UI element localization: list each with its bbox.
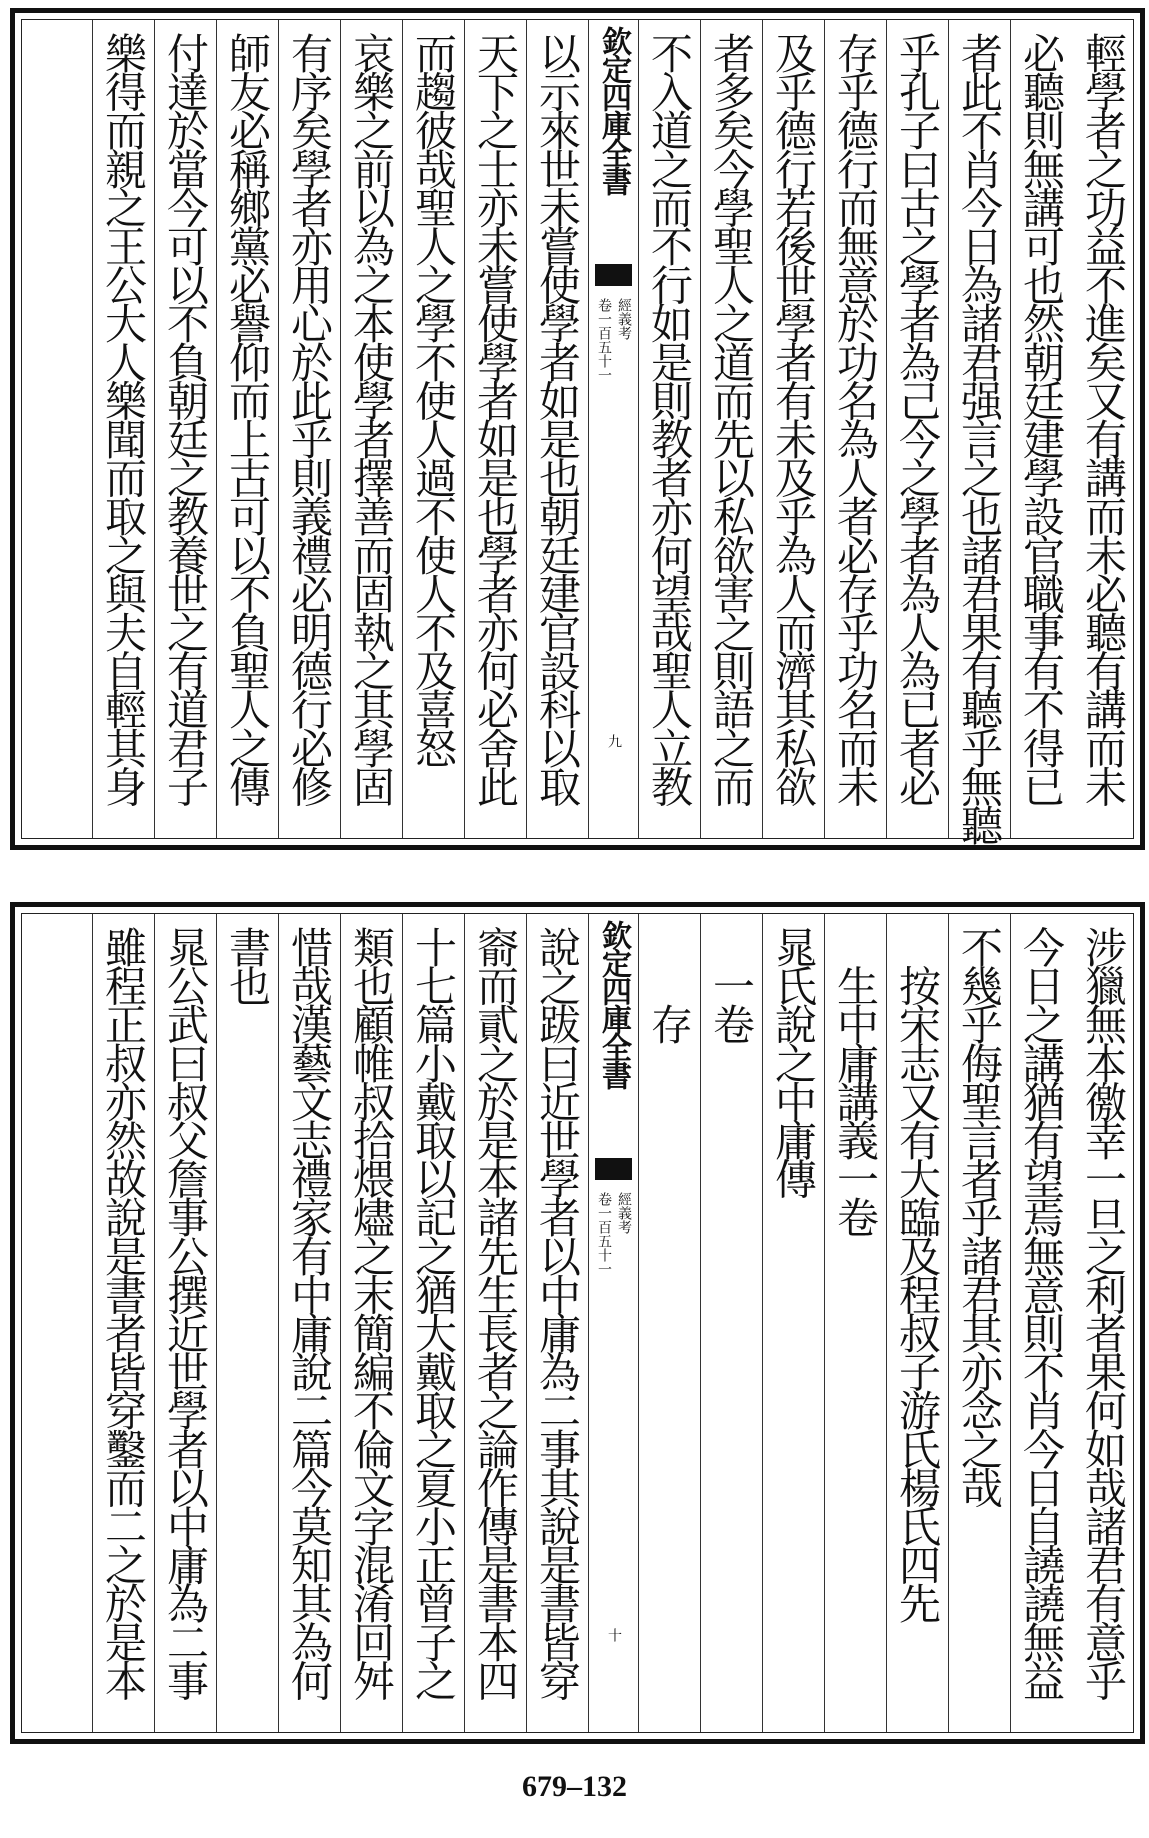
column-text: 付達於當今可以不負朝廷之教養世之有道君子 [161,32,210,805]
column-text: 天下之士亦未嘗使學者如是也學者亦何必舍此 [471,32,520,805]
column-text: 存 [645,926,694,1042]
bottom-page [10,902,1145,1744]
column-text: 哀樂之前以為之本使學者擇善而固執之其學固 [347,32,396,805]
column-text: 十七篇小戴取以記之猶大戴取之夏小正曾子之 [409,926,458,1699]
column-text: 乎孔子曰古之學者為己今之學者為人為已者必 [893,32,942,805]
text-column [92,914,154,1732]
column-text: 有序矣學者亦用心於此乎則義禮必明德行必修 [285,32,334,805]
center-title: 欽定四庫全書 [596,920,631,1088]
center-title: 欽定四庫全書 [596,26,631,194]
center-page-number: 九 [606,734,622,748]
text-column [402,914,464,1732]
column-text: 輕學者之功益不進矣又有講而未必聽有講而未 [1079,32,1128,805]
text-column [464,914,526,1732]
top-page-frame [21,19,1134,843]
column-text: 晁氏說之中庸傳 [769,926,818,1197]
text-column [278,20,340,838]
column-text: 今日之講猶有望焉無意則不肖今日自譊譊無益 [1017,926,1066,1699]
column-text: 生中庸講義一卷 [831,926,880,1235]
text-column [1072,20,1134,838]
text-column [824,20,886,838]
center-volume: 卷一百五十一 [596,298,612,382]
text-column [700,20,762,838]
text-column [700,914,762,1732]
text-column [526,20,588,838]
column-text: 及乎德行若後世學者有未及乎為人而濟其私欲 [769,32,818,805]
column-text: 必聽則無講可也然朝廷建學設官職事有不得已 [1017,32,1066,805]
text-column [762,914,824,1732]
center-book-title: 經義考 [616,298,632,340]
text-column [824,914,886,1732]
text-column [340,20,402,838]
column-text: 雖程正叔亦然故說是書者皆穿鑿而二之於是本 [99,926,148,1699]
text-column [464,20,526,838]
text-column [278,914,340,1732]
column-text: 窬而貳之於是本諸先生長者之論作傳是書本四 [471,926,520,1699]
text-column [1010,20,1072,838]
text-column [948,20,1010,843]
column-text: 晁公武曰叔父詹事公撰近世學者以中庸為二事 [161,926,210,1699]
column-text: 者多矣今學聖人之道而先以私欲害之則語之而 [707,32,756,805]
column-text: 者此不肖今日為諸君强言之也諸君果有聽乎無聽 [955,32,1004,843]
column-text: 惜哉漢藝文志禮家有中庸說二篇今莫知其為何 [285,926,334,1699]
column-text: 不入道之而不行如是則教者亦何望哉聖人立教 [645,32,694,805]
center-book-title: 經義考 [616,1192,632,1234]
text-column [154,914,216,1732]
column-text: 而趨彼哉聖人之學不使人過不使人不及喜怒 [409,32,458,766]
center-fold [588,914,638,1732]
column-text: 一卷 [707,926,756,1042]
column-text: 存乎德行而無意於功名為人者必存乎功名而未 [831,32,880,805]
text-column [154,20,216,838]
text-column [216,914,278,1732]
column-text: 樂得而親之王公大人樂聞而取之與夫自輕其身 [99,32,148,805]
column-text: 涉獵無本徼幸一旦之利者果何如哉諸君有意乎 [1079,926,1128,1699]
text-column [886,20,948,838]
column-text: 師友必稱鄉黨必譽仰而上古可以不負聖人之傳 [223,32,272,805]
text-column [638,914,700,1732]
column-text: 類也顧帷叔拾煨燼之末簡編不倫文字混淆回舛 [347,926,396,1699]
text-column [92,20,154,838]
text-column [216,20,278,838]
column-text: 說之跋曰近世學者以中庸為二事其說是書皆穿 [533,926,582,1699]
text-column [638,20,700,838]
text-column [1010,914,1072,1732]
text-column [762,20,824,838]
column-text: 以示來世未嘗使學者如是也朝廷建官設科以取 [533,32,582,805]
text-column [886,914,948,1732]
center-volume: 卷一百五十一 [596,1192,612,1276]
column-text: 不幾乎侮聖言者乎諸君其亦念之哉 [955,926,1004,1506]
bottom-page-frame [21,913,1134,1733]
column-text: 書也 [223,926,272,1004]
fish-tail-mark [595,264,632,286]
column-text: 按宋志又有大臨及程叔子游氏楊氏四先 [893,926,942,1621]
text-column [526,914,588,1732]
text-column [340,914,402,1732]
fish-tail-mark [595,1158,632,1180]
text-column [1072,914,1134,1732]
top-page [10,8,1145,850]
text-column [948,914,1010,1732]
page-footer-number: 679–132 [522,1770,627,1803]
text-column [402,20,464,838]
center-page-number: 十 [606,1628,622,1642]
center-fold [588,20,638,838]
